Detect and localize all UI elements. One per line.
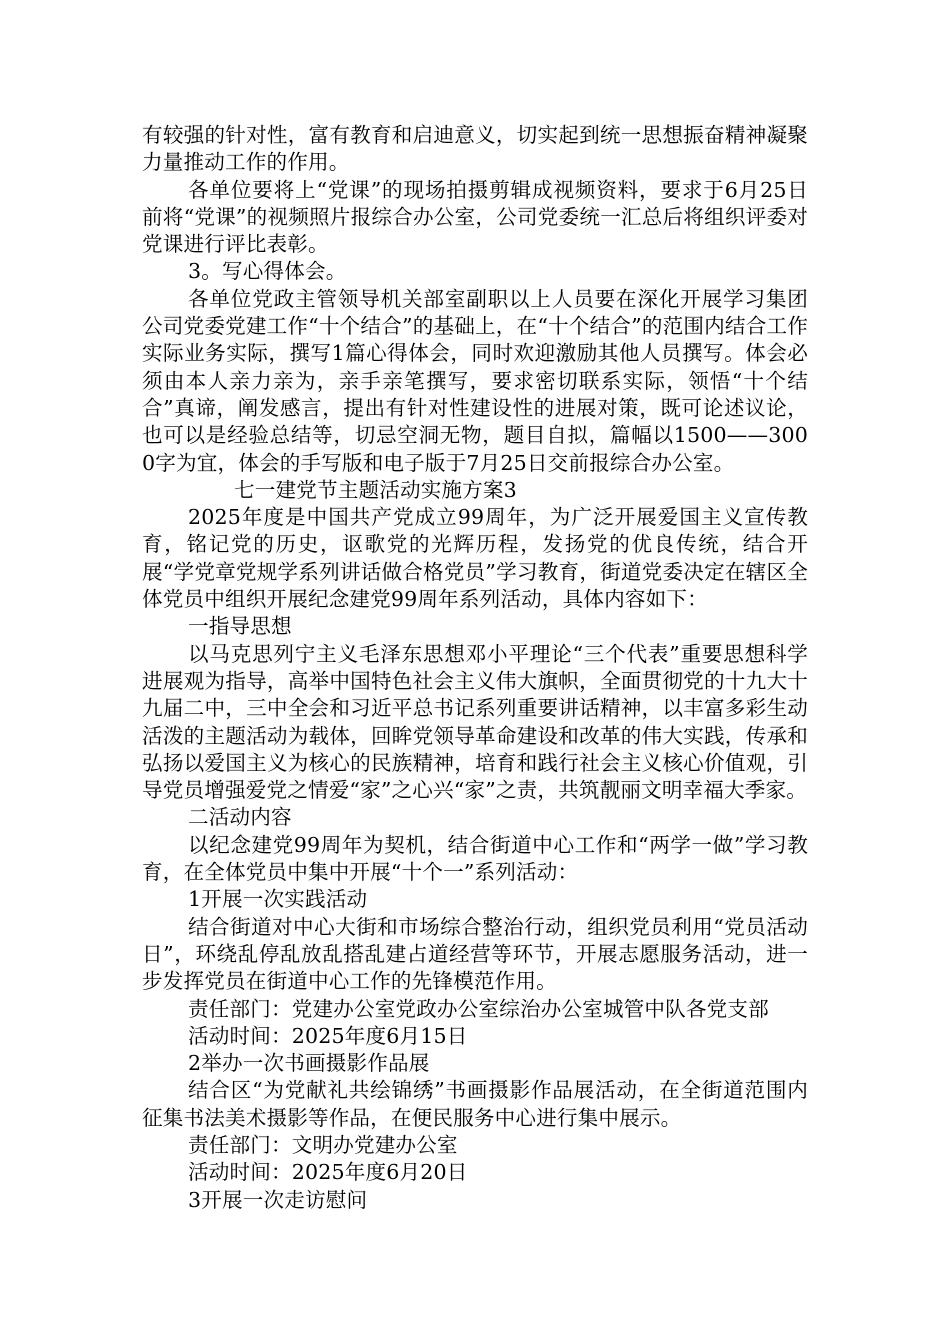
paragraph-introduction: 2025年度是中国共产党成立99周年，为广泛开展爱国主义宣传教育，铭记党的历史，讴歌党的光辉历程，发扬党的优良传统，结合开展“学党章党规学系列讲话做合格党员”学习教育，街道党委决定在辖区全体党员中组织开展纪念建党99周年系列活动，具体内容如下：	[142, 505, 808, 612]
paragraph-experience-requirement: 各单位党政主管领导机关部室副职以上人员要在深化开展学习集团公司党委党建工作“十个结合”的基础上，在“十个结合”的范围内结合工作实际业务实际，撰写1篇心得体会，同时欢迎激励其他人员撰写。体会必须由本人亲力亲为，亲手亲笔撰写，要求密切联系实际，领悟“十个结合”真谛，阐发感言，提出有针对性建设性的进展对策，既可论述议论，也可以是经验总结等，切忌空洞无物，题目自拟，篇幅以1500——3000字为宜，体会的手写版和电子版于7月25日交前报综合办公室。	[142, 286, 808, 475]
section-heading-experience: 3。写心得体会。	[188, 259, 347, 284]
responsible-departments-1: 责任部门：党建办公室党政办公室综治办公室城管中队各党支部	[188, 996, 769, 1021]
paragraph-activity-overview: 以纪念建党99周年为契机，结合街道中心工作和“两学一做”学习教育，在全体党员中集中开展“十个一”系列活动：	[142, 832, 808, 885]
activity-time-2: 活动时间：2025年度6月20日	[188, 1160, 468, 1185]
activity-time-1: 活动时间：2025年度6月15日	[188, 1023, 468, 1048]
item-heading-visit-condolence: 3开展一次走访慰问	[188, 1187, 368, 1212]
document-title: 七一建党节主题活动实施方案3	[234, 477, 517, 502]
section-heading-guiding-ideology: 一指导思想	[188, 614, 292, 639]
item-heading-practice-activity: 1开展一次实践活动	[188, 887, 368, 912]
paragraph-practice-activity: 结合街道对中心大街和市场综合整治行动，组织党员利用“党员活动日”，环绕乱停乱放乱搭乱建占道经营等环节，开展志愿服务活动，进一步发挥党员在街道中心工作的先锋模范作用。	[142, 914, 808, 994]
responsible-departments-2: 责任部门：文明办党建办公室	[188, 1132, 458, 1157]
paragraph-guiding-ideology: 以马克思列宁主义毛泽东思想邓小平理论“三个代表”重要思想科学进展观为指导，高举中国特色社会主义伟大旗帜，全面贯彻党的十九大十九届二中，三中全会和习近平总书记系列重要讲话精神，以丰富多彩生动活泼的主题活动为载体，回眸党领导革命建设和改革的伟大实践，传承和弘扬以爱国主义为核心的民族精神，培育和践行社会主义核心价值观，引导党员增强爱党之情爱“家”之心兴“家”之责，共筑靓丽文明幸福大季家。	[142, 641, 808, 803]
document-page	[142, 122, 808, 1214]
item-heading-art-exhibition: 2举办一次书画摄影作品展	[188, 1051, 430, 1076]
paragraph-art-exhibition: 结合区“为党献礼共绘锦绣”书画摄影作品展活动，在全街道范围内征集书法美术摄影等作品，在便民服务中心进行集中展示。	[142, 1078, 808, 1130]
section-heading-activity-content: 二活动内容	[188, 805, 292, 830]
paragraph-video-requirement: 各单位要将上“党课”的现场拍摄剪辑成视频资料，要求于6月25日前将“党课”的视频照片报综合办公室，公司党委统一汇总后将组织评委对党课进行评比表彰。	[142, 177, 808, 257]
paragraph-continuation: 有较强的针对性，富有教育和启迪意义，切实起到统一思想振奋精神凝聚力量推动工作的作用。	[142, 123, 808, 175]
